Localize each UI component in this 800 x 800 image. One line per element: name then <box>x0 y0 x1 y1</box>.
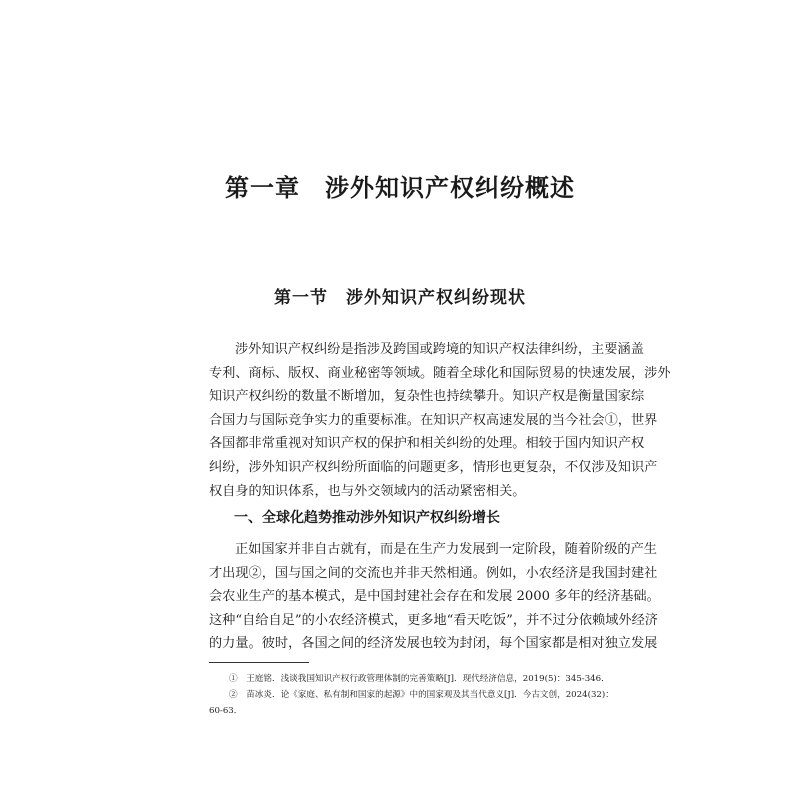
paragraph-line: 知识产权纠纷的数量不断增加，复杂性也持续攀升。知识产权是衡量国家综 <box>209 389 645 405</box>
section-title: 第一节 涉外知识产权纠纷现状 <box>274 288 526 308</box>
paragraph-line: 这种“自给自足”的小农经济模式，更多地“看天吃饭”，并不过分依赖域外经济 <box>209 612 658 628</box>
footnote-2-continued: 60-63． <box>209 706 243 716</box>
paragraph-line: 权自身的知识体系，也与外交领域内的活动紧密相关。 <box>209 483 526 499</box>
paragraph-intro <box>209 338 671 503</box>
paragraph-line: 专利、商标、版权、商业秘密等领域。随着全球化和国际贸易的快速发展，涉外 <box>209 365 671 381</box>
paragraph-line: 的力量。彼时，各国之间的经济发展也较为封闭，每个国家都是相对独立发展 <box>209 636 658 652</box>
footnote-1: ① 王庭铭．浅谈我国知识产权行政管理体制的完善策略[J]．现代经济信息，2019(5)：345-346． <box>229 674 610 684</box>
footnote-2: ② 苗冰炎．论《家庭、私有制和国家的起源》中的国家观及其当代意义[J]．今古文创，2024(32)： <box>229 690 614 700</box>
paragraph-line: 正如国家并非自古就有，而是在生产力发展到一定阶段，随着阶级的产生 <box>235 542 657 557</box>
footnotes <box>209 671 624 719</box>
paragraph-line: 涉外知识产权纠纷是指涉及跨国或跨境的知识产权法律纠纷，主要涵盖 <box>235 342 644 357</box>
subheading: 一、全球化趋势推动涉外知识产权纠纷增长 <box>234 510 500 526</box>
paragraph-line: 各国都非常重视对知识产权的保护和相关纠纷的处理。相较于国内知识产权 <box>209 436 645 452</box>
paragraph-line: 才出现②，国与国之间的交流也并非天然相通。例如，小农经济是我国封建社 <box>209 565 658 581</box>
paragraph-line: 会农业生产的基本模式，是中国封建社会存在和发展 2000 多年的经济基础。 <box>209 589 660 605</box>
paragraph-line: 合国力与国际竞争实力的重要标准。在知识产权高速发展的当今社会①，世界 <box>209 412 658 428</box>
paragraph-globalization <box>209 538 660 656</box>
footnote-divider <box>209 662 309 663</box>
chapter-title: 第一章 涉外知识产权纠纷概述 <box>225 174 575 202</box>
paragraph-line: 纠纷，涉外知识产权纠纷所面临的问题更多，情形也更复杂，不仅涉及知识产 <box>209 459 658 475</box>
